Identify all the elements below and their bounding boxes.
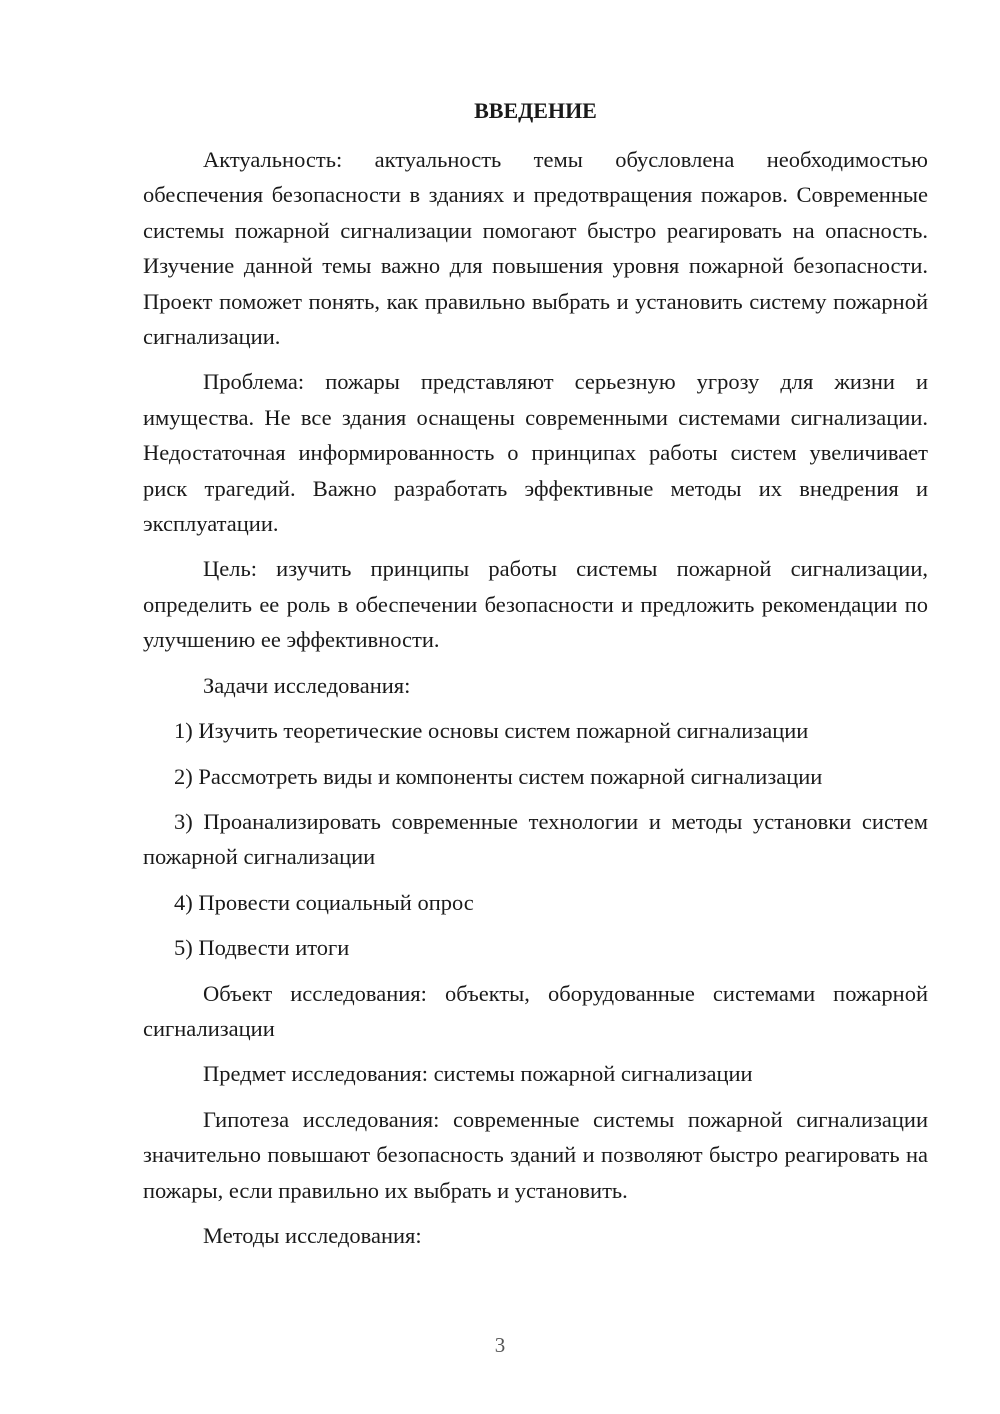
task-item-4: 4) Провести социальный опрос: [174, 889, 474, 915]
task-item-3: 3) Проанализировать современные технологии и методы установки систем пожарной сигнализации: [143, 808, 928, 870]
task-item-1: 1) Изучить теоретические основы систем пожарной сигнализации: [174, 718, 809, 744]
subject-paragraph: Предмет исследования: системы пожарной сигнализации: [203, 1061, 753, 1087]
page-title: ВВЕДЕНИЕ: [474, 98, 597, 123]
problem-paragraph: Проблема: пожары представляют серьезную угрозу для жизни и имущества. Не все здания оснащены современными системами сигнализации. Недостаточная информированность о принципах работы систем увеличивает риск трагедий. Важно разработать эффективные методы их внедрения и эксплуатации.: [143, 369, 928, 537]
relevance-paragraph: Актуальность: актуальность темы обусловлена необходимостью обеспечения безопасности в зданиях и предотвращения пожаров. Современные системы пожарной сигнализации помогают быстро реагировать на опасность. Изучение данной темы важно для повышения уровня пожарной безопасности. Проект поможет понять, как правильно выбрать и установить систему пожарной сигнализации.: [143, 147, 928, 350]
methods-heading: Методы исследования:: [203, 1222, 422, 1248]
tasks-heading: Задачи исследования:: [203, 672, 411, 698]
hypothesis-paragraph: Гипотеза исследования: современные системы пожарной сигнализации значительно повышают безопасность зданий и позволяют быстро реагировать на пожары, если правильно их выбрать и установить.: [143, 1106, 928, 1203]
page-number: 3: [494, 1333, 506, 1357]
goal-paragraph: Цель: изучить принципы работы системы пожарной сигнализации, определить ее роль в обеспечении безопасности и предложить рекомендации по улучшению ее эффективности.: [143, 556, 928, 653]
document-page: [143, 95, 928, 1263]
task-item-5: 5) Подвести итоги: [174, 935, 350, 961]
object-paragraph: Объект исследования: объекты, оборудованные системами пожарной сигнализации: [143, 980, 928, 1041]
task-item-2: 2) Рассмотреть виды и компоненты систем пожарной сигнализации: [174, 763, 823, 789]
